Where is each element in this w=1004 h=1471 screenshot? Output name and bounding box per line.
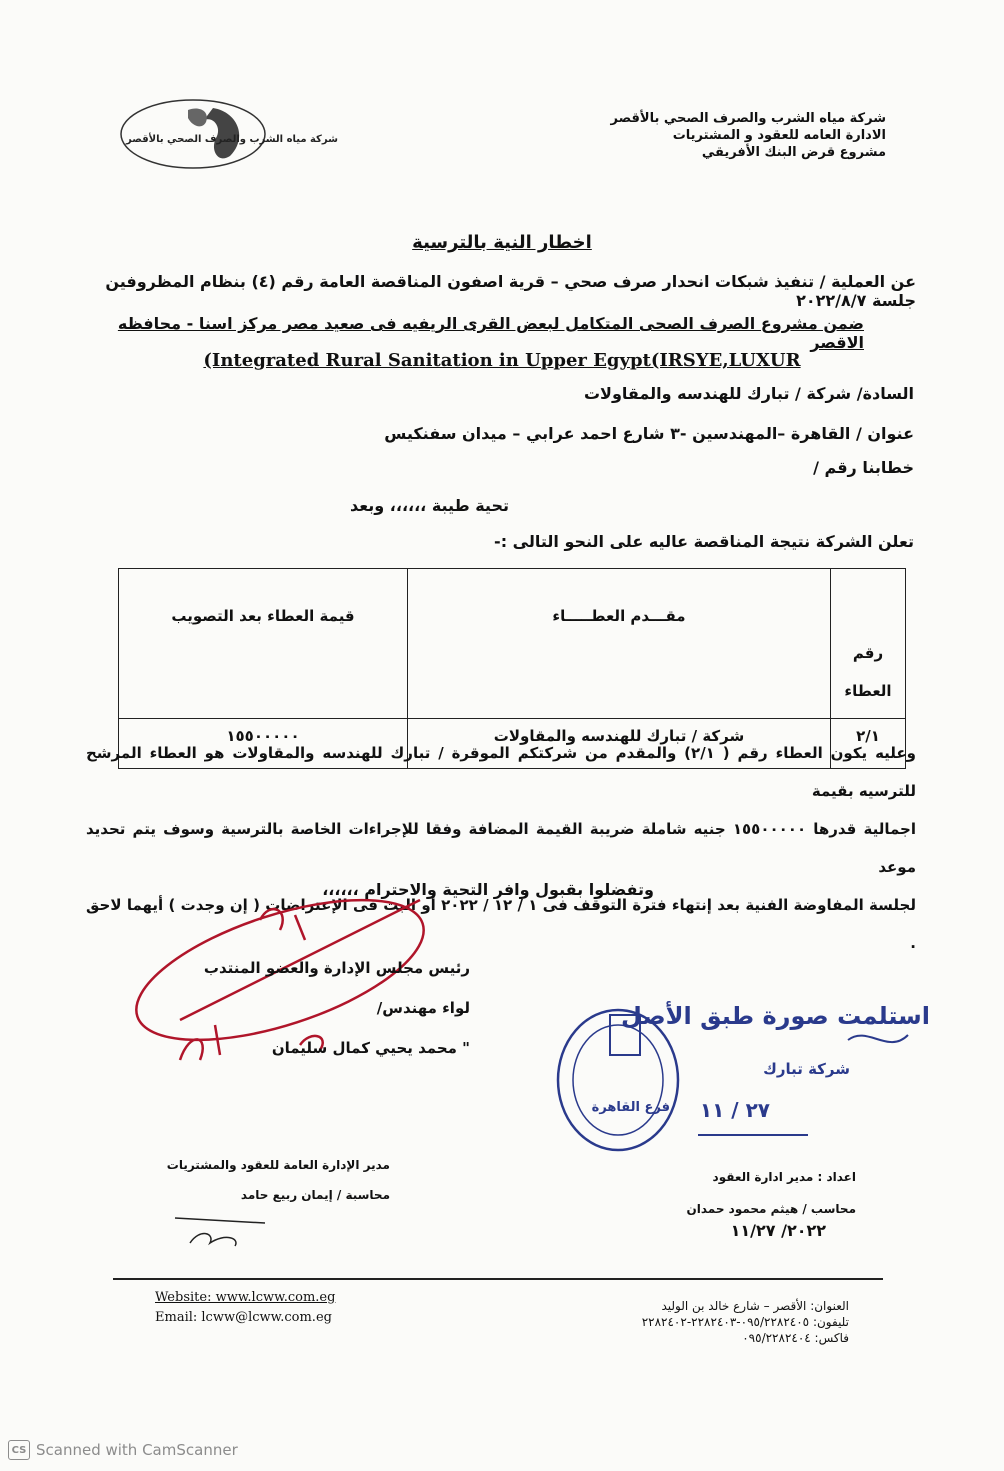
announcement: تعلن الشركة نتيجة المناقصة عاليه على النحو التالى :- xyxy=(494,532,914,551)
department-name: الادارة العامه للعقود و المشتريات xyxy=(672,128,886,143)
company-logo xyxy=(118,98,338,170)
cell-bid-value: ١٥٥٠٠٠٠٠ xyxy=(119,719,408,769)
award-line-3: لجلسة المفاوضة الفنية بعد إنتهاء فترة التوقف فى ١ / ١٢ / ٢٠٢٢ أو البت فى الإعتراضات ( إن وجدت ) أيهما لاحق . xyxy=(86,896,916,952)
subject-line-2: ضمن مشروع الصرف الصحى المتكامل لبعض القرى الريفيه فى صعيد مصر مركز اسنا - محافظه الاقصر xyxy=(117,314,864,352)
subject-line-1: عن العملية / تنفيذ شبكات انحدار صرف صحي – قرية اصفون المناقصة العامة رقم (٤) بنظام المظروفين جلسة ٢٠٢٢/٨/٧ xyxy=(105,272,916,310)
company-name: شركة مياه الشرب والصرف الصحي بالأقصر xyxy=(610,111,886,126)
footer-email[interactable]: Email: lcww@lcww.com.eg xyxy=(155,1310,332,1325)
closing-line: وتفضلوا بقبول وافر التحية والاحترام ،،،،،، xyxy=(322,880,654,899)
camscanner-watermark xyxy=(8,1438,308,1462)
award-line-1: وعليه يكون العطاء رقم ( ٢/١) والمقدم من شركتكم الموقرة / تبارك للهندسه والمقاولات هو العطاء المرشح للترسيه بقيمة xyxy=(86,744,916,800)
greeting: تحية طيبة ،،،،،، وبعد xyxy=(349,496,509,515)
footer-contact-address xyxy=(519,1298,849,1346)
award-line-2: اجمالية قدرها ١٥٥٠٠٠٠٠ جنيه شاملة ضريبة القيمة المضافة وفقا للإجراءات الخاصة بالترسية وسوف يتم تحديد موعد xyxy=(86,820,916,876)
chairman-rank: لواء مهندس/ xyxy=(376,999,470,1017)
table-header-row xyxy=(119,569,906,719)
page-title: اخطار النية بالترسية xyxy=(412,232,592,253)
contracts-manager-signature xyxy=(170,1208,280,1248)
contracts-manager-block xyxy=(150,1156,390,1204)
footer-divider xyxy=(113,1278,883,1280)
receipt-date: ٢٧ / ١١ xyxy=(699,1098,770,1122)
header-bid-value: قيمة العطاء بعد التصويب xyxy=(119,569,408,719)
footer-website[interactable]: Website: www.lcww.com.eg xyxy=(155,1290,336,1305)
letter-reference: خطابنا رقم / xyxy=(813,458,914,477)
camscanner-label: Scanned with CamScanner xyxy=(36,1441,238,1459)
chairman-name: " محمد يحيي كمال سليمان xyxy=(271,1039,470,1057)
stamp-overlay xyxy=(540,1000,930,1160)
footer-phone: تليفون: ٠٩٥/٢٢٨٢٤٠٥-٢٢٨٢٤٠٣-٢٢٨٢٤٠٢ xyxy=(641,1315,849,1329)
receipt-handwriting: استلمت صورة طبق الأصل xyxy=(621,1002,930,1030)
camscanner-icon: CS xyxy=(8,1440,30,1460)
contracts-manager-title: مدير الإدارة العامة للعقود والمشتريات xyxy=(166,1158,390,1172)
header-bidder: مقـــدم العطـــــاء xyxy=(408,569,831,719)
company-header xyxy=(526,110,886,161)
footer-fax: فاكس: ٠٩٥/٢٢٨٢٤٠٤ xyxy=(742,1331,849,1345)
chairman-block xyxy=(150,948,470,1068)
chairman-title: رئيس مجلس الإدارة والعضو المنتدب xyxy=(203,959,470,977)
subject-english: (Integrated Rural Sanitation in Upper Egypt(IRSYE,LUXUR xyxy=(203,350,801,371)
prepared-by-name: محاسب / هيثم محمود حمدان xyxy=(686,1202,856,1216)
prepared-by-date: ٢٠٢٢/ ١١/٢٧ xyxy=(730,1221,826,1240)
footer-address: العنوان: الأقصر – شارع خالد بن الوليد xyxy=(661,1299,849,1313)
prepared-by-title: اعداد : مدير ادارة العقود xyxy=(712,1170,856,1184)
footer-contact-web xyxy=(155,1288,415,1328)
contracts-manager-name: محاسبة / إيمان ربيع حامد xyxy=(240,1188,390,1202)
logo-text: شركة مياه الشرب والصرف الصحي بالأقصر xyxy=(126,134,338,145)
project-name: مشروع قرض البنك الأفريقي xyxy=(701,145,886,160)
stamp-company: شركة تبارك xyxy=(763,1060,850,1078)
prepared-by-block xyxy=(536,1168,856,1240)
cell-bid-number: ٢/١ xyxy=(831,719,906,769)
stamp-branch: فرع القاهرة xyxy=(591,1100,670,1115)
recipient-address: عنوان / القاهرة –المهندسين -٣ شارع احمد عرابي – ميدان سفنكيس xyxy=(384,424,914,443)
cell-bidder: شركة / تبارك للهندسه والمقاولات xyxy=(408,719,831,769)
header-bid-number: رقم العطاء xyxy=(831,569,906,719)
recipient-name: السادة/ شركة / تبارك للهندسه والمقاولات xyxy=(583,384,914,403)
